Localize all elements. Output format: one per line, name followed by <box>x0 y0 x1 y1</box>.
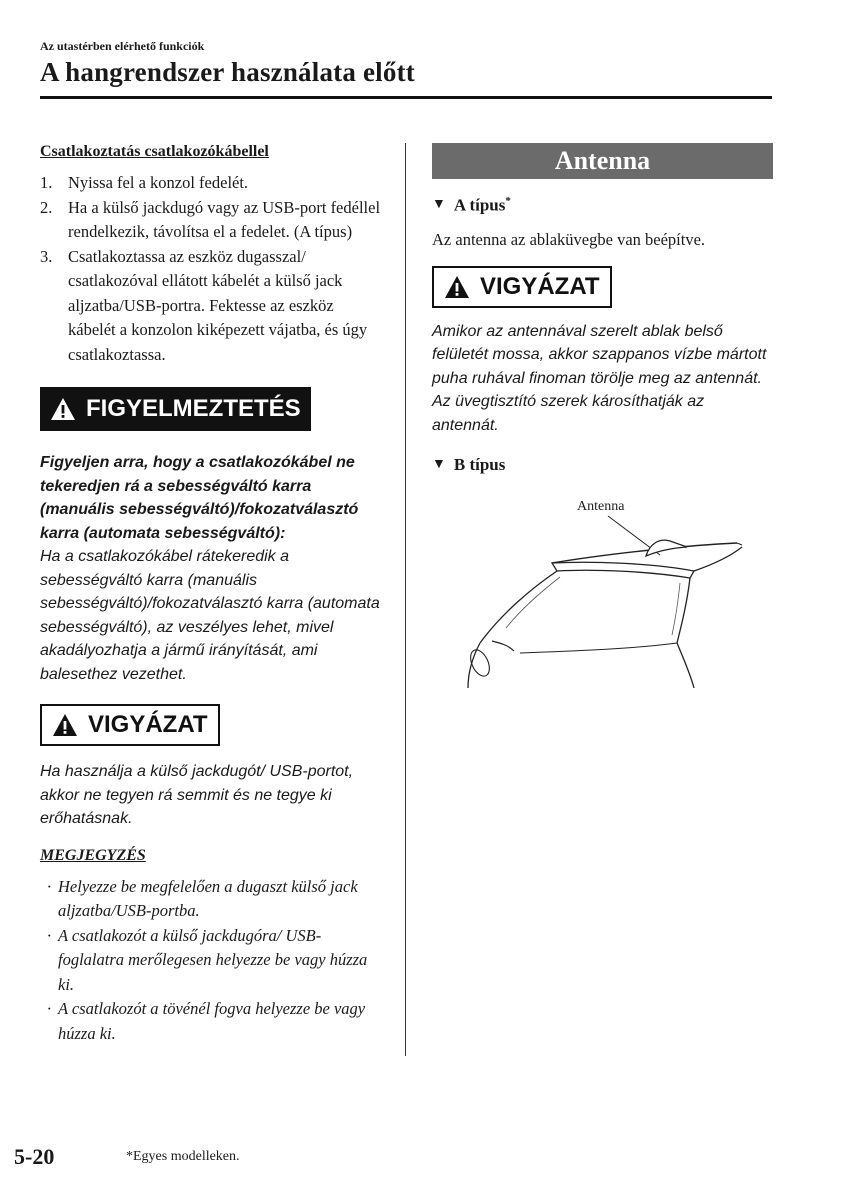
caution-badge <box>432 266 612 308</box>
caution-badge <box>40 704 220 746</box>
steps-list <box>40 171 385 367</box>
caution-text: Ha használja a külső jackdugót/ USB-portot, akkor ne tegyen rá semmit és ne tegye ki erőhatásnak. <box>40 763 354 827</box>
title-rule <box>40 96 772 99</box>
type-b-heading <box>432 455 774 475</box>
page-number: 5-20 <box>14 1144 55 1169</box>
page-title: A hangrendszer használata előtt <box>40 57 415 87</box>
step-text: Nyissa fel a konzol fedelét. <box>68 173 249 192</box>
type-a-text: Az antenna az ablaküvegbe van beépítve. <box>432 229 706 249</box>
warning-text <box>40 451 385 686</box>
tail-light <box>467 647 493 679</box>
left-column <box>40 143 385 1046</box>
step-text: Ha a külső jackdugó vagy az USB-port fedéllel rendelkezik, távolítsa el a fedelet. (A típus) <box>68 197 381 241</box>
footnote: *Egyes modelleken. <box>126 1149 240 1164</box>
rear-spoiler <box>552 562 694 578</box>
type-a-label: A típus <box>453 195 506 215</box>
type-b-label: B típus <box>453 455 506 475</box>
warning-bold-text: Figyeljen arra, hogy a csatlakozókábel ne tekeredjen rá a sebességváltó karra (manuális sebességváltó)/fokozatválasztó karra (automata sebességváltó): <box>40 454 359 542</box>
down-triangle-icon: ▼ <box>432 197 446 213</box>
rear-glass-edge <box>480 571 557 643</box>
section-title-bar: Antenna <box>432 143 773 179</box>
caution-label: VIGYÁZAT <box>88 711 208 738</box>
shark-fin-antenna <box>646 540 687 556</box>
step-number: 2. <box>40 197 53 217</box>
note-text: A csatlakozót a külső jackdugóra/ USB-foglalatra merőlegesen helyezze be vagy húzza ki. <box>58 925 368 994</box>
breadcrumb: Az utastérben elérhető funkciók <box>40 39 205 53</box>
caution-text <box>432 320 774 438</box>
note-text: A csatlakozót a tövénél fogva helyezze be vagy húzza ki. <box>58 999 366 1043</box>
warning-label: FIGYELMEZTETÉS <box>86 395 301 422</box>
column-divider <box>405 143 406 1056</box>
warning-body-text: Ha a csatlakozókábel rátekeredik a sebességváltó karra (manuális sebességváltó)/fokozatválasztó karra (automata sebességváltó), az veszélyes lehet, mivel akadályozhatja a jármű irányítását, ami balesethez vezethet. <box>40 548 380 683</box>
list-item: · A csatlakozót a külső jackdugóra/ USB-foglalatra merőlegesen helyezze be vagy húzza ki. <box>40 924 385 998</box>
type-a-heading <box>432 195 774 216</box>
caution-body-text: Amikor az antennával szerelt ablak belső felületét mossa, akkor szappanos vízbe mártott puha ruhával finoman törölje meg az antennát. <box>432 322 767 387</box>
list-item <box>40 245 385 368</box>
list-item <box>40 196 385 245</box>
step-text: Csatlakoztassa az eszköz dugasszal/ csatlakozóval ellátott kábelét a külső jack aljzatba/USB-portra. Fektesse az eszköz kábelét a konzolon kiképezett vájatba, és úgy csatlakoztassa. <box>68 246 368 364</box>
warning-triangle-icon <box>50 397 76 421</box>
note-text: Helyezze be megfelelően a dugaszt külső jack aljzatba/USB-portba. <box>58 876 358 920</box>
asterisk: * <box>505 195 511 207</box>
warning-triangle-icon <box>444 275 470 299</box>
warning-badge <box>40 387 311 431</box>
list-item <box>40 171 385 196</box>
down-triangle-icon: ▼ <box>432 457 446 473</box>
roof-line <box>552 543 737 563</box>
rear-glass-side <box>677 578 690 643</box>
car-rear-illustration <box>432 483 774 693</box>
section-subheading: Csatlakoztatás csatlakozókábellel <box>40 143 269 160</box>
list-item: · Helyezze be megfelelően a dugaszt külső jack aljzatba/USB-portba. <box>40 875 385 924</box>
list-item: · A csatlakozót a tövénél fogva helyezze be vagy húzza ki. <box>40 997 385 1046</box>
caution-body-text-2: Az üvegtisztító szerek károsíthatják az antennát. <box>432 393 705 434</box>
caution-label: VIGYÁZAT <box>480 272 600 300</box>
step-number: 1. <box>40 173 53 192</box>
right-column <box>432 143 774 693</box>
warning-triangle-icon <box>52 713 78 737</box>
step-number: 3. <box>40 246 53 266</box>
note-heading: MEGJEGYZÉS <box>40 846 146 864</box>
antenna-callout-label: Antenna <box>577 499 625 515</box>
notes-list <box>40 875 385 1047</box>
